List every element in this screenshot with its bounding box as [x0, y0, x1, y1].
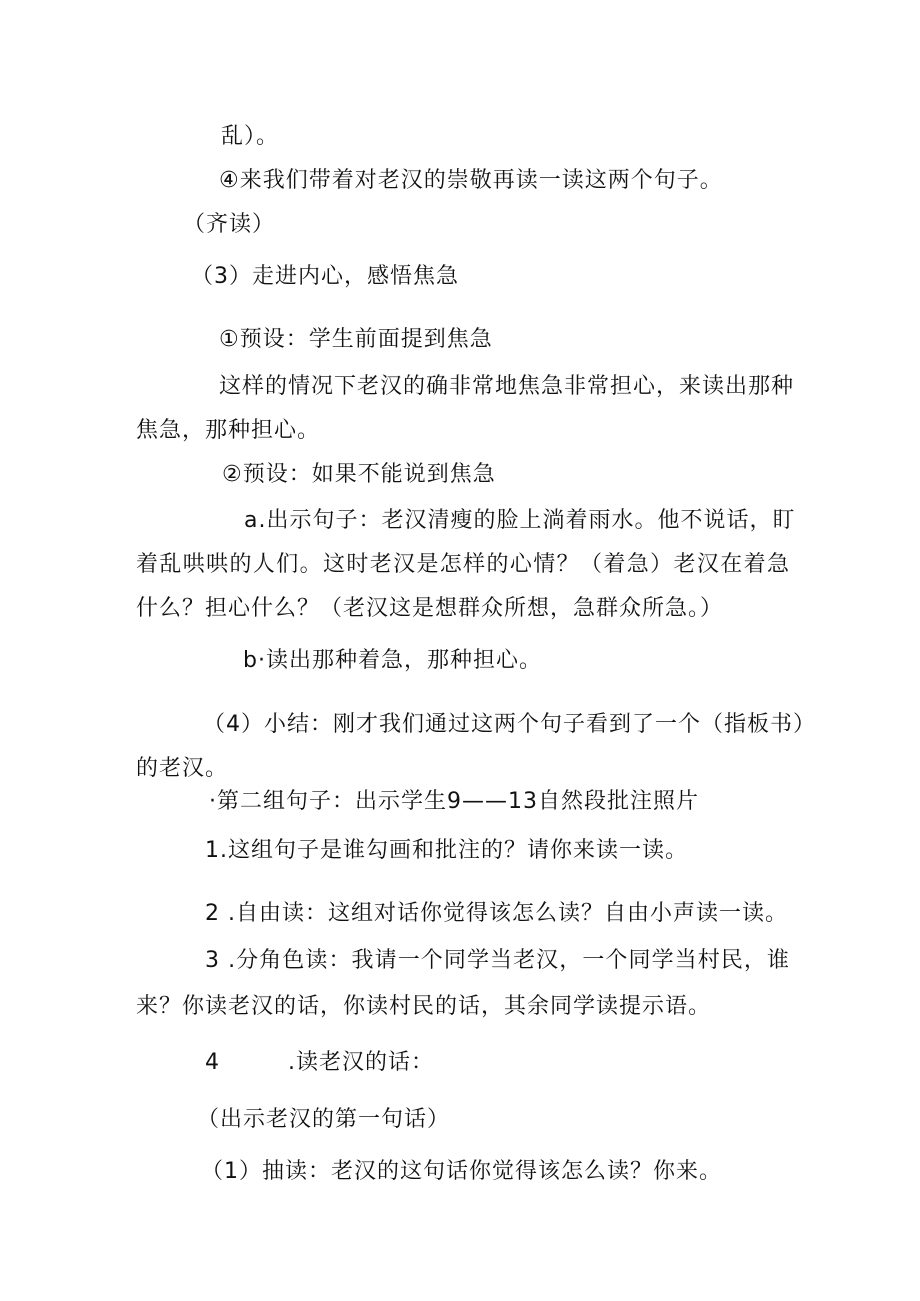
text-line: 焦急，那种担心。: [136, 418, 321, 443]
text-line: 什么？担心什么？（老汉这是想群众所想，急群众所急。）: [136, 596, 724, 621]
list-item: [205, 1048, 434, 1078]
text-line: （出示老汉的第一句话）: [197, 1107, 451, 1132]
text-line: b·读出那种着急，那种担心。: [243, 648, 542, 673]
text-line: 的老汉。: [136, 756, 229, 781]
section-heading: ·第二组句子：出示学生9——13自然段批注照片: [209, 789, 699, 814]
text-line: 着乱哄哄的人们。这时老汉是怎样的心情？（着急）老汉在着急: [136, 552, 790, 577]
list-item: 2 .自由读：这组对话你觉得该怎么读？自由小声读一读。: [205, 901, 788, 926]
section-heading: （3）走进内心，感悟焦急: [191, 264, 459, 289]
text-line: a.出示句子：老汉清瘦的脸上淌着雨水。他不说话，盯: [244, 508, 796, 533]
text-line: 乱）。: [221, 124, 280, 149]
list-number: 4: [205, 1050, 220, 1075]
text-line: （1）抽读：老汉的这句话你觉得该怎么读？你来。: [201, 1159, 722, 1184]
list-item-text: .读老汉的话：: [288, 1050, 434, 1075]
text-line: 这样的情况下老汉的确非常地焦急非常担心，来读出那种: [219, 374, 795, 399]
text-line: ④来我们带着对老汉的崇敬再读一读这两个句子。: [219, 168, 723, 193]
text-line: （齐读）: [183, 212, 276, 237]
section-heading: （4）小结：刚才我们通过这两个句子看到了一个（指板书）: [203, 712, 816, 737]
text-line: 来？你读老汉的话，你读村民的话，其余同学读提示语。: [136, 994, 712, 1019]
list-item: 1.这组句子是谁勾画和批注的？请你来读一读。: [205, 838, 688, 863]
text-line: ②预设：如果不能说到焦急: [222, 462, 496, 487]
text-line: ①预设：学生前面提到焦急: [219, 327, 493, 352]
list-item: 3 .分角色读：我请一个同学当老汉，一个同学当村民，谁: [205, 948, 790, 973]
